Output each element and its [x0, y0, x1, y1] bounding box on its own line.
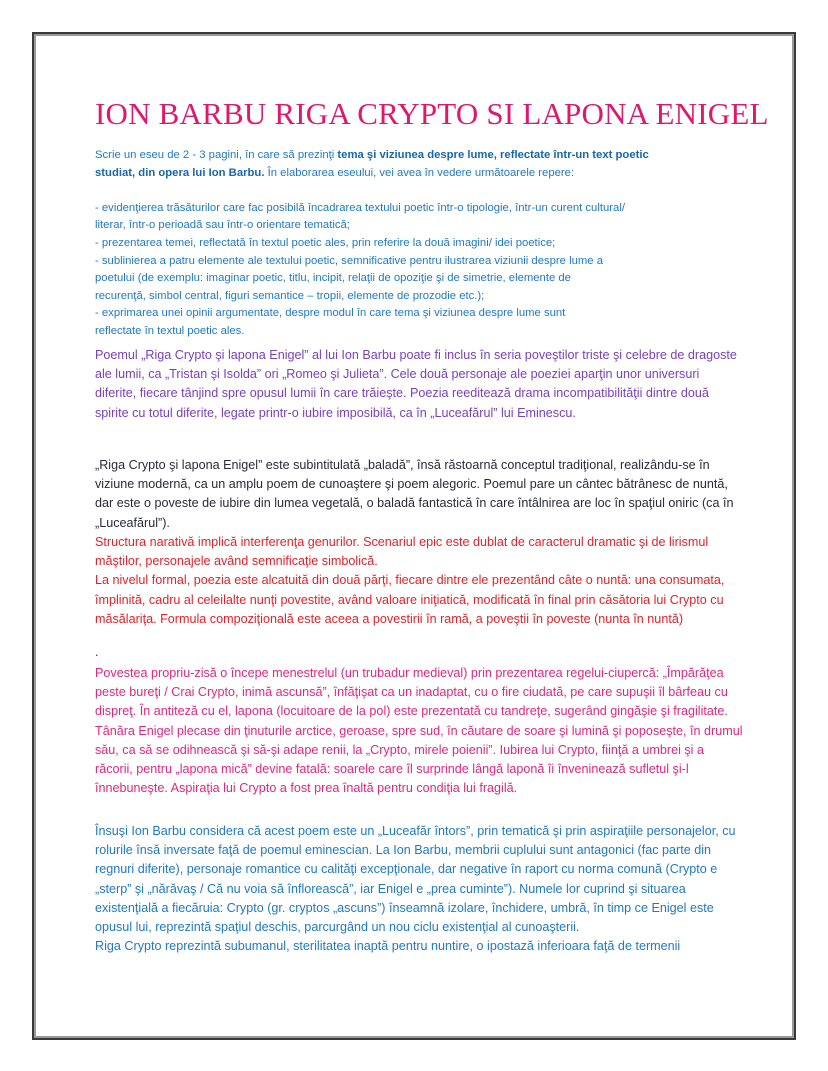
text-line: peste bureţi / Crai Crypto, inimă ascunsă”, înfăţişat ca un inadaptat, cu o fire ciudată, pe care supuşii îl bârfeau cu — [95, 685, 728, 700]
spacer — [95, 182, 649, 200]
paragraph-structure — [95, 533, 724, 629]
text-line: Poemul „Riga Crypto şi lapona Enigel” al lui Ion Barbu poate fi inclus în seria poveştilor triste şi celebre de dragoste — [95, 348, 737, 362]
paragraph-introduction — [95, 346, 737, 423]
text-line: Structura narativă implică interferenţa genurilor. Scenariul epic este dublat de caracterul dramatic şi de lirismul — [95, 535, 709, 549]
instruction-emphasis: studiat, din opera lui Ion Barbu. — [95, 166, 265, 179]
instruction-list — [95, 200, 649, 341]
text-line: - prezentarea temei, reflectată în textul poetic ales, prin referire la două imagini/ idei poetice; — [95, 236, 556, 249]
text-line: - evidenţierea trăsăturilor care fac posibilă încadrarea textului poetic într-o tipologie, într-un curent cultural/ — [95, 201, 625, 214]
text-line: Riga Crypto reprezintă subumanul, sterilitatea inaptă pentru nuntire, o ipostază inferioara faţă de termenii — [95, 939, 681, 954]
text-line: „Luceafărul”). — [95, 515, 170, 530]
instruction-text: Scrie un eseu de 2 - 3 pagini, în care să prezinţi — [95, 149, 338, 161]
text-line: înnebuneşte. Aspiraţia lui Crypto a fost prea înaltă pentru condiţia lui fragilă. — [95, 781, 518, 796]
instruction-text: În elaborarea eseului, vei avea în vedere următoarele repere: — [264, 166, 575, 179]
document-title: ION BARBU RIGA CRYPTO SI LAPONA ENIGEL — [95, 96, 769, 131]
text-line: rolurile însă inversate faţă de poemul eminescian. La Ion Barbu, membrii cuplului sunt antagonici (fac parte din — [95, 843, 712, 858]
text-line: spirite cu totul diferite, legate printr-o iubire imposibilă, ca în „Luceafărul” lui Eminescu. — [95, 405, 576, 420]
text-line: „sterp” şi „nărăvaş / Că nu voia să înflorească”, iar Enigel e „prea cuminte”). Numele lor cuprind şi situarea — [95, 881, 686, 896]
text-line: viziune modernă, ca un amplu poem de cunoaştere şi poem alegoric. Poemul pare un cântec bătrânesc de nuntă, — [95, 477, 728, 492]
text-line: opusul lui, reprezintă spaţiul deschis, parcurgând un nou ciclu existenţial al cunoaşterii. — [95, 920, 580, 935]
text-line: La nivelul formal, poezia este alcatuită din două părţi, fiecare dintre ele prezentând câte o nuntă: una consumata, — [95, 573, 725, 588]
assignment-instructions — [95, 147, 649, 341]
instruction-line — [95, 147, 649, 165]
paragraph-story — [95, 664, 743, 798]
text-line: său, ca să se odihnească şi să-şi adape renii, la „Crypto, mirele poienii”. Iubirea lui Crypto, fiinţă a umbrei şi a — [95, 742, 704, 757]
text-line: Însuşi Ion Barbu considera că acest poem este un „Luceafăr întors”, prin tematică şi prin aspiraţiile personajelor, cu — [95, 824, 736, 838]
text-line: „Riga Crypto şi lapona Enigel” este subintitulată „baladă”, însă răstoarnă conceptul tradiţional, realizându-se în — [95, 458, 710, 472]
text-line: diferite, fiecare tânjind spre opusul lumii în care trăieşte. Poezia reeditează drama incompatibilităţii dintre două — [95, 386, 709, 401]
text-line: Tânăra Enigel plecase din ţinuturile arctice, geroase, spre sud, în căutare de soare şi lumină şi poposeşte, în drumul — [95, 723, 743, 738]
paragraph-ballad — [95, 456, 733, 533]
text-line: - sublinierea a patru elemente ale textului poetic, semnificative pentru ilustrarea viziunii despre lume a — [95, 254, 603, 267]
text-line: ale lumii, ca „Tristan şi Isolda” ori „Romeo şi Julieta”. Cele două personaje ale poeziei aparţin unor universuri — [95, 367, 700, 382]
paragraph-inverted-luceafar — [95, 822, 736, 956]
text-line: măsălariţa. Formula compoziţională este aceea a povestirii în ramă, a poveştii în poveste (nunta în nuntă) — [95, 611, 684, 626]
separator-dot: . — [95, 645, 99, 659]
text-line: răcorii, pentru „lapona mică” devine fatală: soarele care îl surprinde lângă laponă îi înveninează sufletul şi-l — [95, 762, 689, 777]
instruction-line — [95, 165, 649, 183]
text-line: reflectate în textul poetic ales. — [95, 324, 245, 337]
text-line: existenţială a fiecăruia: Crypto (gr. cryptos „ascuns”) înseamnă izolare, închidere, umbră, în timp ce Enigel este — [95, 900, 714, 915]
text-line: Povestea propriu-zisă o începe menestrelul (un trubadur medieval) prin prezentarea regelui-ciupercă: „Împărăţea — [95, 666, 724, 680]
text-line: măştilor, personajele având semnificaţie simbolică. — [95, 554, 378, 569]
text-line: regnuri diferite), personaje romantice cu calităţi excepţionale, dar negative în raport cu norma comună (Crypto e — [95, 862, 718, 877]
instruction-emphasis: tema şi viziunea despre lume, reflectate într-un text poetic — [337, 149, 649, 161]
text-line: recurenţă, simbol central, figuri semantice – tropii, elemente de prozodie etc.); — [95, 289, 485, 302]
text-line: poetului (de exemplu: imaginar poetic, titlu, incipit, relaţii de opoziţie şi de simetrie, elemente de — [95, 272, 571, 285]
text-line: dispreţ. În antiteză cu el, lapona (locuitoare de la pol) este prezentată cu tandreţe, sugerând gingăşie şi fragilitate. — [95, 704, 728, 719]
text-line: - exprimarea unei opinii argumentate, despre modul în care tema şi viziunea despre lume sunt — [95, 307, 566, 320]
text-line: literar, într-o perioadă sau într-o orientare tematică; — [95, 219, 350, 232]
text-line: dar este o poveste de iubire din lumea vegetală, o baladă fantastică în care întâlnirea are loc în spaţiul oniric (ca în — [95, 496, 734, 511]
text-line: împlinită, cadru al celeilalte nunţi povestite, având valoare iniţiatică, modificată în final prin căsătoria lui Crypto cu — [95, 592, 724, 607]
